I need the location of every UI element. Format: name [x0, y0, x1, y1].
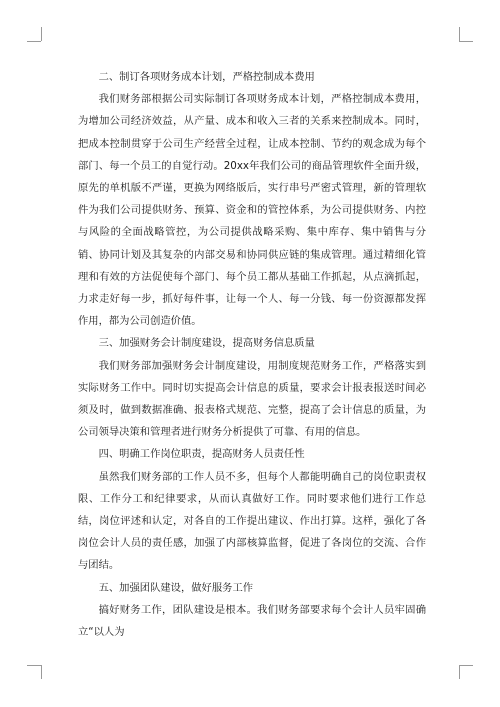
crop-mark-top-left-h — [27, 41, 41, 42]
crop-mark-bottom-right-v — [459, 665, 460, 679]
document-body — [78, 66, 426, 643]
section-2-paragraph: 我们财务部根据公司实际制订各项财务成本计划，严格控制成本费用，为增加公司经济效益，从产量、成本和收入三者的关系来控制成本。同时，把成本控制贯穿于公司生产经营全过程，让成本控制、节约的观念成为每个部门、每一个员工的自觉行动。20xx年我们公司的商品管理软件全面升级，原先的单机版不严谨，更换为网络版后，实行串号严密式管理，新的管理软件为我们公司提供财务、预算、资金和的管控体系，为公司提供财务、内控与风险的全面战略管控，为公司提供战略采购、集中库存、集中销售与分销、协同计划及其复杂的内部交易和协同供应链的集成管理。通过精细化管理和有效的方法促使每个部门、每个员工都从基础工作抓起，从点滴抓起，力求走好每一步，抓好每件事，让每一个人、每一分钱、每一份资源都发挥作用，都为公司创造价值。 — [78, 93, 426, 328]
section-5-paragraph: 搞好财务工作，团队建设是根本。我们财务部要求每个会计人员牢固确立“以人为 — [78, 603, 426, 639]
crop-mark-bottom-right-h — [459, 665, 473, 666]
section-5-heading: 五、加强团队建设，做好服务工作 — [98, 581, 254, 594]
section-3-paragraph: 我们财务部加强财务会计制度建设，用制度规范财务工作，严格落实到实际财务工作中。同时切实提高会计信息的质量，要求会计报表报送时间必须及时，做到数据准确、报表格式规范、完整，提高了会计信息的质量，为公司领导决策和管理者进行财务分析提供了可靠、有用的信息。 — [78, 359, 426, 439]
crop-mark-bottom-left-h — [27, 665, 41, 666]
section-3-heading: 三、加强财务会计制度建设，提高财务信息质量 — [98, 337, 315, 350]
section-4-heading: 四、明确工作岗位职责，提高财务人员责任性 — [98, 448, 305, 461]
crop-mark-bottom-left-v — [41, 665, 42, 679]
section-4-paragraph: 虽然我们财务部的工作人员不多，但每个人都能明确自己的岗位职责权限、工作分工和纪律要求，从而认真做好工作。同时要求他们进行工作总结，岗位评述和认定，对各自的工作提出建议、作出打算。这样，强化了各岗位会计人员的责任感，加强了内部核算监督，促进了各岗位的交流、合作与团结。 — [78, 470, 426, 572]
section-2-heading: 二、制订各项财务成本计划，严格控制成本费用 — [98, 71, 315, 83]
crop-mark-top-left-v — [41, 27, 42, 41]
crop-mark-top-right-v — [459, 27, 460, 41]
crop-mark-top-right-h — [459, 41, 473, 42]
